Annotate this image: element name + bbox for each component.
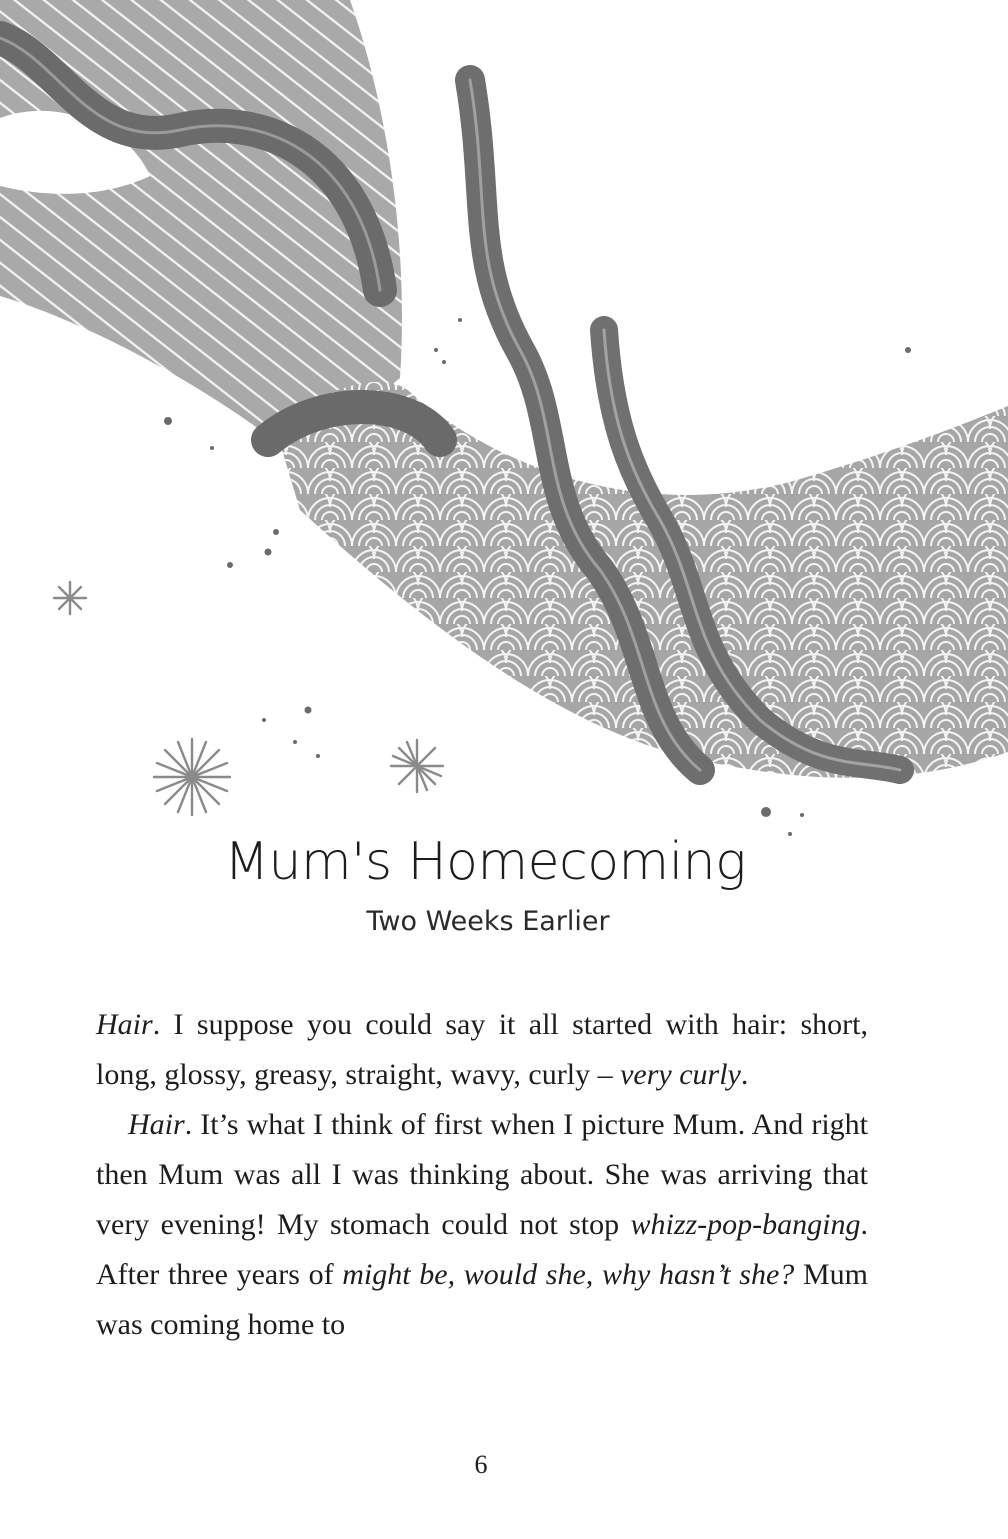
body-text — [96, 1000, 868, 1350]
chapter-title: Mum's Homecoming — [224, 832, 746, 892]
text-run: . After three years of — [96, 1208, 868, 1291]
paragraph — [96, 1000, 868, 1100]
chapter-subtitle: Two Weeks Earlier — [366, 906, 610, 937]
text-run: . I suppose you could say it all started with hair: short, long, glossy, greasy, straight, wavy, curly – — [96, 1008, 868, 1091]
page-number: 6 — [474, 1450, 488, 1479]
text-run: Hair — [128, 1108, 185, 1141]
text-run: . — [740, 1058, 749, 1091]
text-run: . It’s what I think of first when I picture Mum. And right then Mum was all I was thinking about. She was arriving that very evening! My stomach could not stop — [96, 1108, 868, 1241]
sparkle-icon — [54, 582, 443, 815]
text-run: Mum was coming home to — [96, 1258, 868, 1341]
text-run: very curly — [620, 1058, 741, 1091]
text-run: Hair — [96, 1008, 153, 1041]
text-run: might be, would she, why hasn’t she? — [342, 1258, 795, 1291]
tail-body — [276, 382, 1008, 778]
paragraph — [96, 1100, 868, 1350]
text-run: whizz-pop-banging — [630, 1208, 861, 1241]
